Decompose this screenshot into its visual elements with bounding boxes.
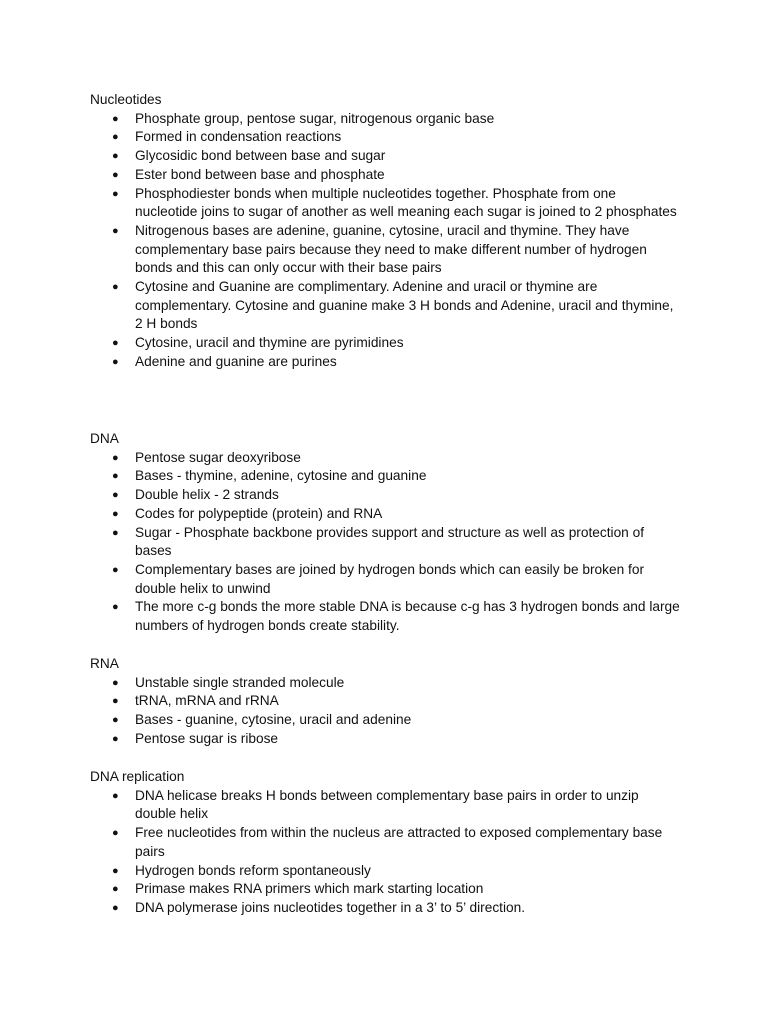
bullet-icon: ● (112, 470, 119, 483)
bullet-icon: ● (112, 187, 119, 200)
list-item-text: Phosphodiester bonds when multiple nucleotides together. Phosphate from one nucleotide joins to sugar of another as well meaning each sugar is joined to 2 phosphates (135, 185, 677, 220)
list-item-text: Codes for polypeptide (protein) and RNA (135, 505, 383, 521)
list-item-text: Primase makes RNA primers which mark starting location (135, 881, 484, 897)
list-item-text: Formed in condensation reactions (135, 129, 342, 145)
bullet-icon: ● (112, 695, 119, 708)
list-item-text: Bases - guanine, cytosine, uracil and adenine (135, 712, 412, 728)
list-item (90, 880, 680, 899)
list-item (90, 787, 680, 824)
list-item-text: Phosphate group, pentose sugar, nitrogenous organic base (135, 110, 495, 126)
list-item (90, 449, 680, 468)
list-item (90, 334, 680, 353)
bullet-icon: ● (112, 901, 119, 914)
bullet-icon: ● (112, 224, 119, 237)
list-item (90, 899, 680, 918)
list-item-text: Pentose sugar is ribose (135, 730, 279, 746)
bullet-icon: ● (112, 601, 119, 614)
list-item (90, 467, 680, 486)
section-heading: RNA (90, 656, 119, 671)
list-item (90, 222, 680, 278)
section-heading: Nucleotides (90, 92, 162, 107)
bullet-icon: ● (112, 150, 119, 163)
list-item-text: Adenine and guanine are purines (135, 353, 337, 369)
list-item-text: Pentose sugar deoxyribose (135, 449, 301, 465)
section-dna-replication (90, 768, 680, 918)
list-item (90, 692, 680, 711)
list-item-text: Cytosine, uracil and thymine are pyrimidines (135, 335, 404, 351)
bullet-icon: ● (112, 131, 119, 144)
list-item (90, 278, 680, 334)
list-item (90, 166, 680, 185)
list-item-text: DNA helicase breaks H bonds between complementary base pairs in order to unzip double helix (135, 787, 639, 822)
bullet-icon: ● (112, 451, 119, 464)
bullet-icon: ● (112, 112, 119, 125)
list-item (90, 110, 680, 129)
list-item (90, 561, 680, 598)
list-item (90, 128, 680, 147)
bullet-list (90, 449, 680, 636)
bullet-icon: ● (112, 355, 119, 368)
bullet-icon: ● (112, 507, 119, 520)
list-item-text: Nitrogenous bases are adenine, guanine, cytosine, uracil and thymine. They have complementary base pairs because they need to make different number of hydrogen bonds and this can only occur with their base pairs (135, 222, 647, 276)
list-item-text: Bases - thymine, adenine, cytosine and guanine (135, 468, 427, 484)
bullet-icon: ● (112, 714, 119, 727)
section-heading: DNA (90, 431, 119, 446)
list-item (90, 862, 680, 881)
list-item-text: Hydrogen bonds reform spontaneously (135, 862, 371, 878)
list-item (90, 486, 680, 505)
bullet-icon: ● (112, 732, 119, 745)
section-rna (90, 655, 680, 749)
bullet-icon: ● (112, 168, 119, 181)
list-item (90, 147, 680, 166)
list-item-text: Glycosidic bond between base and sugar (135, 148, 386, 164)
list-item-text: Cytosine and Guanine are complimentary. Adenine and uracil or thymine are complementary. Cytosine and guanine make 3 H bonds and Adenine, uracil and thymine, 2 H bonds (135, 279, 674, 332)
bullet-icon: ● (112, 864, 119, 877)
list-item (90, 353, 680, 372)
list-item (90, 730, 680, 749)
list-item (90, 674, 680, 693)
section-heading: DNA replication (90, 769, 185, 784)
list-item-text: Sugar - Phosphate backbone provides support and structure as well as protection of bases (135, 524, 645, 559)
bullet-list (90, 674, 680, 749)
list-item-text: Free nucleotides from within the nucleus are attracted to exposed complementary base pairs (135, 825, 663, 859)
list-item-text: Double helix - 2 strands (135, 487, 279, 503)
bullet-icon: ● (112, 281, 119, 294)
bullet-icon: ● (112, 676, 119, 689)
list-item-text: tRNA, mRNA and rRNA (135, 693, 279, 709)
list-item-text: Complementary bases are joined by hydrogen bonds which can easily be broken for double helix to unwind (135, 561, 645, 596)
list-item (90, 824, 680, 861)
list-item (90, 185, 680, 222)
bullet-icon: ● (112, 526, 119, 539)
list-item (90, 598, 680, 635)
list-item (90, 505, 680, 524)
bullet-icon: ● (112, 789, 119, 802)
bullet-list (90, 787, 680, 918)
list-item-text: The more c-g bonds the more stable DNA is because c-g has 3 hydrogen bonds and large numbers of hydrogen bonds create stability. (135, 599, 680, 634)
bullet-icon: ● (112, 489, 119, 502)
section-dna (90, 430, 680, 636)
bullet-icon: ● (112, 337, 119, 350)
list-item-text: Unstable single stranded molecule (135, 674, 345, 690)
list-item-text: Ester bond between base and phosphate (135, 166, 385, 182)
bullet-icon: ● (112, 563, 119, 576)
bullet-icon: ● (112, 883, 119, 896)
list-item (90, 524, 680, 561)
list-item-text: DNA polymerase joins nucleotides together in a 3’ to 5’ direction. (135, 899, 526, 915)
bullet-icon: ● (112, 827, 119, 840)
list-item (90, 711, 680, 730)
section-nucleotides (90, 91, 680, 372)
bullet-list (90, 110, 680, 372)
